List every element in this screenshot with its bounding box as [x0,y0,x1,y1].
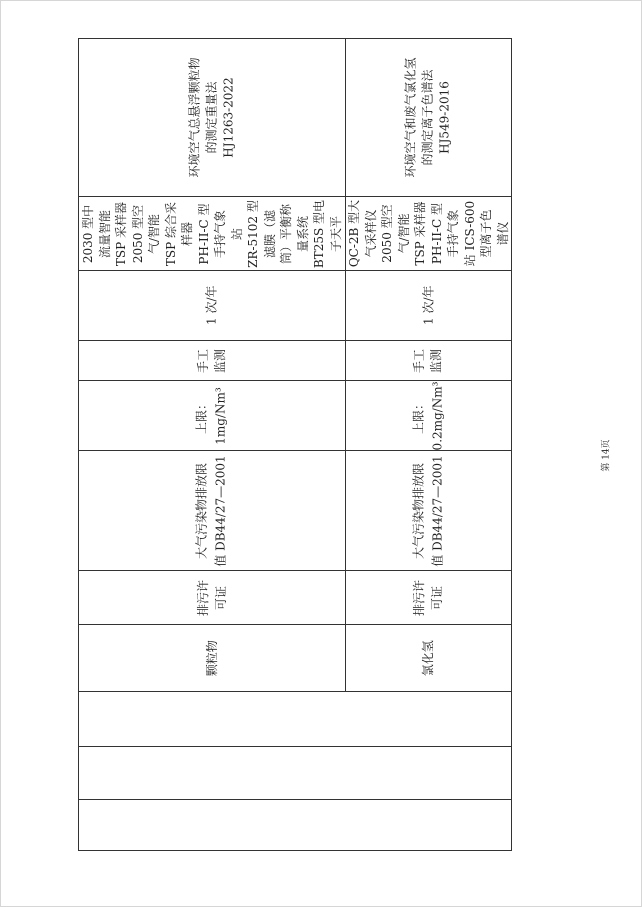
basis: 排污许 可证 [195,579,228,616]
empty-row [79,692,511,746]
basis-cell [79,571,345,624]
analysis-method: 环境空气总悬浮颗粒物 的测定重量法 HJ1263-2022 [187,57,236,178]
page-number: 第 14页 [601,438,612,472]
monitoring-method: 手工 监测 [412,348,444,373]
frequency: 1 次/年 [204,285,219,326]
table-bottom-border [78,850,512,851]
analysis-method-cell [346,39,511,196]
instrument: 2030 型中 流量智能 TSP 采样器 2050 型空 气/智能 TSP 综合采 样器 PH-II-C 型 手持气象 站 ZR-5102 型 滤膜（滤 筒）平衡称 量系统 BT25S 型电 子天平 [80,199,343,268]
method-cell [79,341,345,380]
limit-cell [346,381,511,450]
limit: 上限： 1mg/Nm³ [195,386,228,445]
monitoring-method: 手工 监测 [195,348,227,373]
limit: 上限： 0.2mg/Nm³ [411,381,445,450]
instrument-cell [346,197,511,270]
frequency-cell [346,271,511,340]
limit-cell [79,381,345,450]
analysis-method-cell [79,39,345,196]
pollutant-cell [346,625,511,691]
pollutant: 颗粒物 [204,639,219,677]
pollutant-cell [79,625,345,691]
empty-row [79,800,511,850]
standard-cell [346,451,511,570]
pollutant: 氯化氢 [421,639,436,677]
table-right-border [511,38,512,851]
frequency-cell [79,271,345,340]
standard: 大气污染物排放限 值 DB44/27—2001 [411,454,445,567]
frequency: 1 次/年 [421,285,436,326]
empty-row [79,747,511,799]
basis-cell [346,571,511,624]
standard: 大气污染物排放限 值 DB44/27—2001 [194,454,228,567]
standard-cell [79,451,345,570]
instrument: QC-2B 型大 气采样仪 2050 型空 气/智能 TSP 采样器 PH-II-C 型 手持气象 站 ICS-600 型离子色 谱仪 [347,199,510,268]
basis: 排污许 可证 [412,579,445,616]
method-cell [346,341,511,380]
instrument-cell [79,197,345,270]
analysis-method: 环境空气和废气氯化氢 的测定离子色谱法 HJ549-2016 [403,57,452,178]
